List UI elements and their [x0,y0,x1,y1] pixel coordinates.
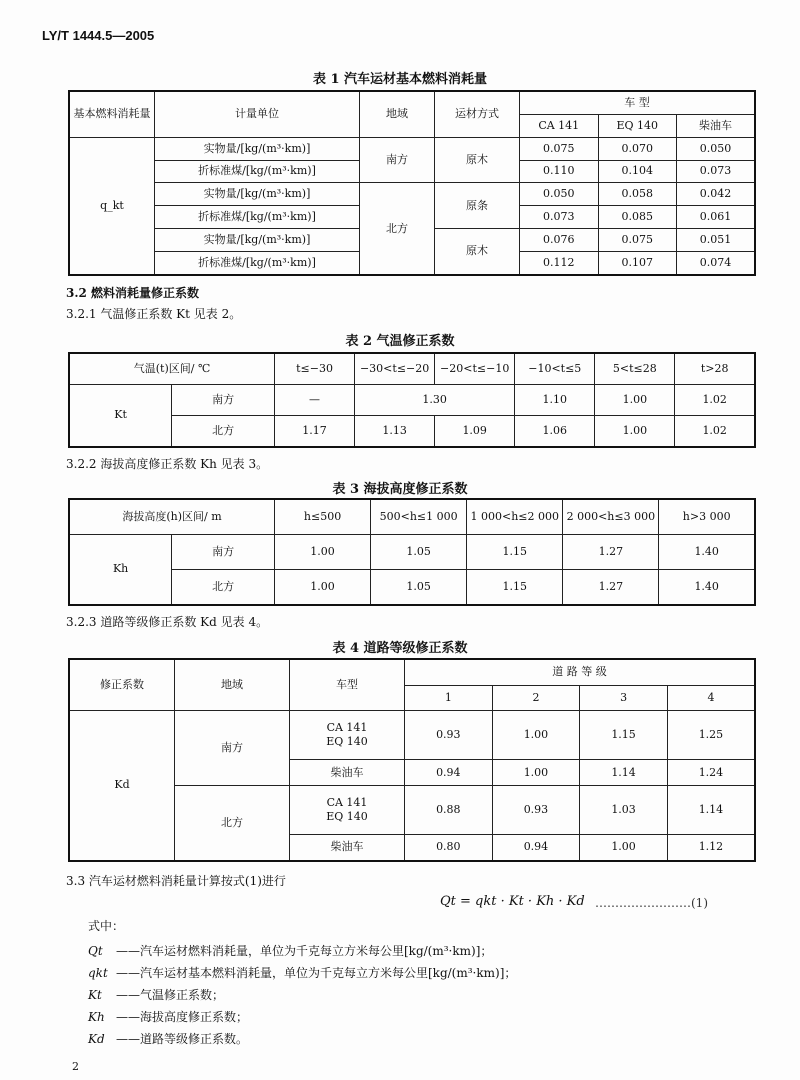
value-cell: 1.00 [580,835,668,861]
header-range-col: −20<t≤−10 [435,353,515,385]
definition-line [88,1028,516,1050]
header-grade-col: 3 [580,685,668,710]
value-cell: 1.15 [580,711,668,760]
value-cell: 1.30 [355,385,515,416]
symbol-cell: Kd [69,711,175,861]
header-vehicle-type: 车 型 [520,91,756,115]
value-cell: 1.27 [563,569,659,605]
value-cell: 1.15 [467,535,563,570]
value-cell: 1.05 [371,535,467,570]
symbol: Kt [88,988,102,1002]
header-grade-col: 2 [492,685,580,710]
value-cell: 0.93 [492,785,580,834]
section-3-2: 3.2 燃料消耗量修正系数 [66,286,200,300]
table3-title: 表 3 海拔高度修正系数 [332,482,468,497]
region-cell: 南方 [172,535,275,570]
section-3-2-2: 3.2.2 海拔高度修正系数 Kh 见表 3。 [66,457,269,471]
vehicle-cell: CA 141 EQ 140 [290,711,405,760]
value-cell: 1.15 [467,569,563,605]
value-cell: — [275,385,355,416]
table-row [69,415,755,447]
header-range-col: −30<t≤−20 [355,353,435,385]
value-cell: 1.00 [275,535,371,570]
value-cell: 1.17 [275,415,355,447]
value-cell: 1.13 [355,415,435,447]
vehicle-cell: 柴油车 [290,835,405,861]
region-cell: 南方 [360,137,435,183]
header-basic-consumption: 基本燃料消耗量 [69,91,155,137]
header-coefficient: 修正系数 [69,659,175,711]
header-grade-col: 4 [667,685,755,710]
value-cell: 0.070 [598,137,677,160]
value-cell: 0.94 [405,760,493,785]
vehicle-cell: 柴油车 [290,760,405,785]
value-cell: 0.076 [520,229,599,252]
value-cell: 0.112 [520,251,599,275]
value-cell: 1.05 [371,569,467,605]
table-header-row [69,659,755,685]
header-range-col: −10<t≤5 [515,353,595,385]
value-cell: 0.051 [677,229,756,252]
mode-cell: 原条 [435,183,520,229]
header-unit: 计量单位 [155,91,360,137]
value-cell: 0.075 [598,229,677,252]
unit-cell: 折标准煤/[kg/(m³·km)] [155,251,360,275]
header-range-col: t≤−30 [275,353,355,385]
unit-cell: 实物量/[kg/(m³·km)] [155,229,360,252]
value-cell: 0.94 [492,835,580,861]
value-cell: 1.00 [275,569,371,605]
value-cell: 0.073 [677,160,756,183]
value-cell: 0.80 [405,835,493,861]
table1-title: 表 1 汽车运材基本燃料消耗量 [312,72,488,87]
header-region: 地域 [360,91,435,137]
definition-text: ——道路等级修正系数。 [116,1032,249,1046]
value-cell: 0.104 [598,160,677,183]
value-cell: 1.14 [667,785,755,834]
table2-temperature-coefficient [68,352,756,448]
formula: Qt = qkt · Kt · Kh · Kd [440,894,585,909]
header-vehicle: 车型 [290,659,405,711]
symbol-definitions [88,940,516,1050]
header-range-col: h≤500 [275,499,371,535]
unit-cell: 实物量/[kg/(m³·km)] [155,137,360,160]
definition-text: ——气温修正系数； [116,988,225,1002]
vehicle-cell: CA 141 EQ 140 [290,785,405,834]
table-row [69,535,755,570]
value-cell: 0.93 [405,711,493,760]
header-road-grade: 道 路 等 级 [405,659,756,685]
table-row [69,385,755,416]
value-cell: 0.110 [520,160,599,183]
definition-line [88,1006,516,1028]
header-range: 海拔高度(h)区间/ m [69,499,275,535]
region-cell: 南方 [175,711,290,786]
value-cell: 0.88 [405,785,493,834]
table4-title: 表 4 道路等级修正系数 [332,641,468,656]
mode-cell: 原木 [435,229,520,275]
region-cell: 北方 [172,415,275,447]
value-cell: 1.00 [595,385,675,416]
definition-text: ——汽车运材基本燃料消耗量，单位为千克每立方米每公里[kg/(m³·km)]； [116,966,517,980]
value-cell: 1.27 [563,535,659,570]
header-vehicle-col: CA 141 [520,115,599,138]
table-row [69,183,755,206]
value-cell: 1.24 [667,760,755,785]
standard-number: LY/T 1444.5—2005 [42,28,155,43]
definition-text: ——汽车运材燃料消耗量，单位为千克每立方米每公里[kg/(m³·km)]； [116,944,493,958]
table2-title: 表 2 气温修正系数 [345,334,455,349]
definition-line [88,984,516,1006]
region-cell: 南方 [172,385,275,416]
section-3-2-1: 3.2.1 气温修正系数 Kt 见表 2。 [66,307,242,321]
value-cell: 1.00 [492,760,580,785]
value-cell: 1.40 [659,535,755,570]
header-grade-col: 1 [405,685,493,710]
symbol-cell: q_kt [69,137,155,275]
value-cell: 1.12 [667,835,755,861]
value-cell: 1.09 [435,415,515,447]
mode-cell: 原木 [435,137,520,183]
definition-line [88,940,516,962]
region-cell: 北方 [175,785,290,861]
table-header-row [69,499,755,535]
symbol: Kh [88,1010,105,1024]
value-cell: 0.074 [677,251,756,275]
unit-cell: 实物量/[kg/(m³·km)] [155,183,360,206]
value-cell: 0.050 [520,183,599,206]
symbol: qkt [88,966,108,980]
table4-road-grade-coefficient [68,658,756,862]
header-range-col: 2 000<h≤3 000 [563,499,659,535]
value-cell: 0.073 [520,206,599,229]
header-range: 气温(t)区间/ ℃ [69,353,275,385]
value-cell: 1.10 [515,385,595,416]
where-label: 式中： [88,919,125,933]
table-row [69,711,755,760]
value-cell: 1.14 [580,760,668,785]
table-header-row [69,91,755,115]
header-range-col: t>28 [675,353,755,385]
value-cell: 0.107 [598,251,677,275]
value-cell: 1.02 [675,415,755,447]
value-cell: 0.085 [598,206,677,229]
header-range-col: 1 000<h≤2 000 [467,499,563,535]
symbol: Qt [88,944,103,958]
table-row [69,569,755,605]
header-vehicle-col: 柴油车 [677,115,756,138]
header-transport-mode: 运材方式 [435,91,520,137]
header-range-col: 5<t≤28 [595,353,675,385]
value-cell: 1.06 [515,415,595,447]
region-cell: 北方 [360,183,435,275]
value-cell: 1.25 [667,711,755,760]
unit-cell: 折标准煤/[kg/(m³·km)] [155,160,360,183]
value-cell: 0.061 [677,206,756,229]
value-cell: 0.075 [520,137,599,160]
value-cell: 1.00 [595,415,675,447]
unit-cell: 折标准煤/[kg/(m³·km)] [155,206,360,229]
value-cell: 0.042 [677,183,756,206]
equation-number: ……………………(1) [595,896,708,910]
table-header-row [69,353,755,385]
table3-altitude-coefficient [68,498,756,606]
value-cell: 1.40 [659,569,755,605]
symbol: Kd [88,1032,105,1046]
definition-text: ——海拔高度修正系数； [116,1010,249,1024]
page-number: 2 [72,1060,79,1073]
section-3-2-3: 3.2.3 道路等级修正系数 Kd 见表 4。 [66,615,269,629]
region-cell: 北方 [172,569,275,605]
header-region: 地域 [175,659,290,711]
value-cell: 1.02 [675,385,755,416]
value-cell: 1.03 [580,785,668,834]
section-3-3: 3.3 汽车运材燃料消耗量计算按式(1)进行 [66,874,286,888]
value-cell: 0.050 [677,137,756,160]
header-vehicle-col: EQ 140 [598,115,677,138]
header-range-col: 500<h≤1 000 [371,499,467,535]
value-cell: 0.058 [598,183,677,206]
value-cell: 1.00 [492,711,580,760]
table1-basic-fuel-consumption [68,90,756,276]
header-range-col: h>3 000 [659,499,755,535]
symbol-cell: Kt [69,385,172,447]
symbol-cell: Kh [69,535,172,605]
definition-line [88,962,516,984]
table-row [69,137,755,160]
